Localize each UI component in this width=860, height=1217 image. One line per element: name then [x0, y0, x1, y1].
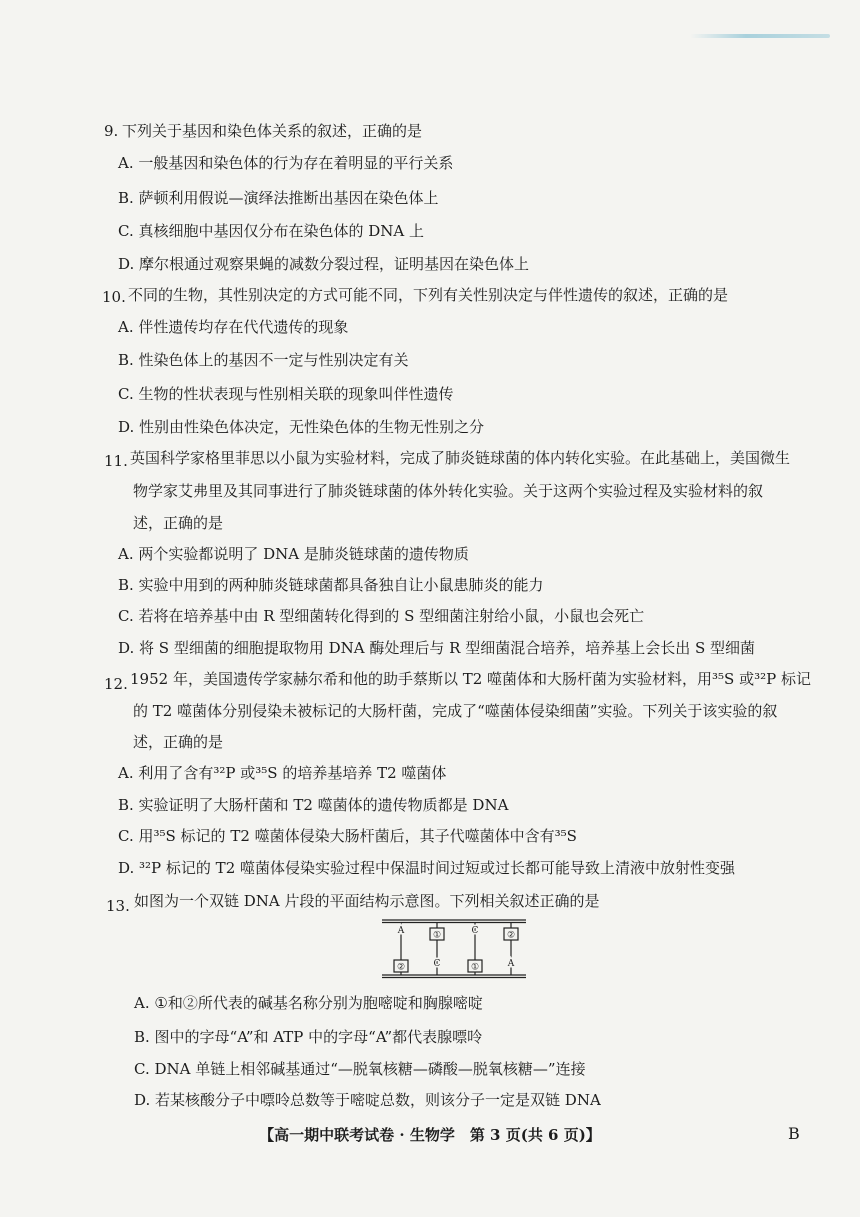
- top-base-2: ①: [432, 930, 442, 941]
- option-c[interactable]: C. 用³⁵S 标记的 T2 噬菌体侵染大肠杆菌后，其子代噬菌体中含有³⁵S: [118, 827, 577, 845]
- question-stem: 述，正确的是: [133, 733, 224, 751]
- option-b[interactable]: B. 性染色体上的基因不一定与性别决定有关: [118, 351, 409, 369]
- question-stem: 1952 年，美国遗传学家赫尔希和他的助手蔡斯以 T2 噬菌体和大肠杆菌为实验材料，用³⁵S 或³²P 标记: [130, 670, 811, 688]
- option-d[interactable]: D. 性别由性染色体决定，无性染色体的生物无性别之分: [118, 418, 485, 436]
- scan-smudge: [690, 34, 830, 38]
- option-d[interactable]: D. 若某核酸分子中嘌呤总数等于嘧啶总数，则该分子一定是双链 DNA: [134, 1091, 601, 1109]
- question-number: 10.: [102, 288, 126, 306]
- question-number: 11.: [104, 452, 128, 470]
- top-base-1: A: [397, 926, 405, 936]
- option-a[interactable]: A. 利用了含有³²P 或³⁵S 的培养基培养 T2 噬菌体: [118, 764, 447, 782]
- bottom-base-3: ①: [470, 962, 480, 973]
- option-c[interactable]: C. 若将在培养基中由 R 型细菌转化得到的 S 型细菌注射给小鼠，小鼠也会死亡: [118, 607, 645, 625]
- bottom-base-2: C: [433, 959, 441, 969]
- bottom-base-4: A: [507, 959, 515, 969]
- bottom-base-1: ②: [396, 962, 406, 973]
- exam-version: B: [788, 1124, 800, 1143]
- dna-structure-diagram: [380, 916, 530, 982]
- page-footer: 【高一期中联考试卷 · 生物学 第 3 页(共 6 页)】: [259, 1126, 601, 1144]
- top-base-3: C: [471, 926, 479, 936]
- question-stem: 英国科学家格里菲思以小鼠为实验材料，完成了肺炎链球菌的体内转化实验。在此基础上，美国微生: [130, 449, 791, 467]
- question-stem: 不同的生物，其性别决定的方式可能不同，下列有关性别决定与伴性遗传的叙述，正确的是: [128, 286, 729, 304]
- question-stem: 如图为一个双链 DNA 片段的平面结构示意图。下列相关叙述正确的是: [134, 892, 600, 910]
- question-number: 12.: [104, 675, 128, 693]
- option-c[interactable]: C. 真核细胞中基因仅分布在染色体的 DNA 上: [118, 222, 425, 240]
- option-d[interactable]: D. 摩尔根通过观察果蝇的减数分裂过程，证明基因在染色体上: [118, 255, 530, 273]
- option-b[interactable]: B. 实验中用到的两种肺炎链球菌都具备独自让小鼠患肺炎的能力: [118, 576, 544, 594]
- question-stem: 的 T2 噬菌体分别侵染未被标记的大肠杆菌，完成了“噬菌体侵染细菌”实验。下列关于该实验的叙: [133, 702, 778, 720]
- option-b[interactable]: B. 萨顿利用假说—演绎法推断出基因在染色体上: [118, 189, 439, 207]
- option-c[interactable]: C. DNA 单链上相邻碱基通过“—脱氧核糖—磷酸—脱氧核糖—”连接: [134, 1060, 586, 1078]
- option-d[interactable]: D. 将 S 型细菌的细胞提取物用 DNA 酶处理后与 R 型细菌混合培养，培养基上会长出 S 型细菌: [118, 639, 756, 657]
- question-stem: 下列关于基因和染色体关系的叙述，正确的是: [122, 122, 423, 140]
- question-stem: 物学家艾弗里及其同事进行了肺炎链球菌的体外转化实验。关于这两个实验过程及实验材料的叙: [133, 482, 764, 500]
- option-a[interactable]: A. 两个实验都说明了 DNA 是肺炎链球菌的遗传物质: [118, 545, 469, 563]
- option-d[interactable]: D. ³²P 标记的 T2 噬菌体侵染实验过程中保温时间过短或过长都可能导致上清液中放射性变强: [118, 859, 736, 877]
- question-stem: 述，正确的是: [133, 514, 224, 532]
- question-number: 9.: [104, 122, 119, 140]
- option-a[interactable]: A. ①和②所代表的碱基名称分别为胞嘧啶和胸腺嘧啶: [134, 994, 483, 1012]
- option-c[interactable]: C. 生物的性状表现与性别相关联的现象叫伴性遗传: [118, 385, 454, 403]
- option-a[interactable]: A. 伴性遗传均存在代代遗传的现象: [118, 318, 349, 336]
- option-a[interactable]: A. 一般基因和染色体的行为存在着明显的平行关系: [118, 154, 454, 172]
- question-number: 13.: [106, 897, 130, 915]
- option-b[interactable]: B. 实验证明了大肠杆菌和 T2 噬菌体的遗传物质都是 DNA: [118, 796, 509, 814]
- option-b[interactable]: B. 图中的字母“A”和 ATP 中的字母“A”都代表腺嘌呤: [134, 1028, 483, 1046]
- top-base-4: ②: [506, 930, 516, 941]
